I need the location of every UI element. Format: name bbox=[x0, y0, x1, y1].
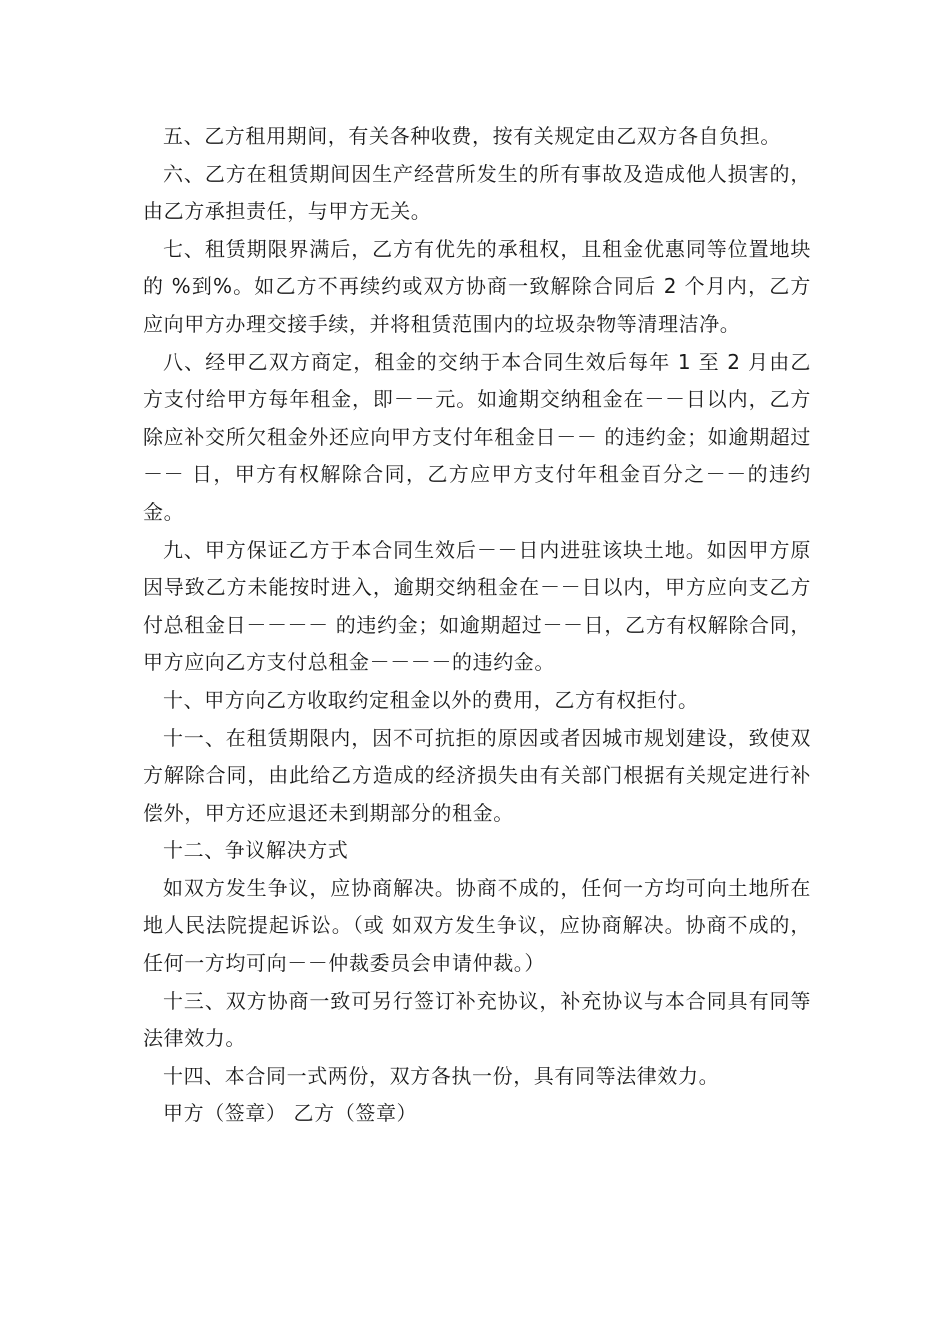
clause-10: 十、甲方向乙方收取约定租金以外的费用，乙方有权拒付。 bbox=[163, 687, 699, 712]
clause-11: 十一、在租赁期限内，因不可抗拒的原因或者因城市规划建设，致使双方解除合同，由此给乙方造成的经济损失由有关部门根据有关规定进行补偿外，甲方还应退还未到期部分的租金。 bbox=[143, 725, 811, 825]
contract-body bbox=[143, 118, 811, 1133]
clause-13: 十三、双方协商一致可另行签订补充协议，补充协议与本合同具有同等法律效力。 bbox=[143, 988, 811, 1051]
signature-line: 甲方（签章） 乙方（签章） bbox=[163, 1101, 418, 1126]
clause-14: 十四、本合同一式两份，双方各执一份，具有同等法律效力。 bbox=[163, 1063, 720, 1088]
clause-7: 七、租赁期限界满后，乙方有优先的承租权，且租金优惠同等位置地块的 %到%。如乙方不再续约或双方协商一致解除合同后 2 个月内，乙方应向甲方办理交接手续，并将租赁范围内的垃圾杂物等清理洁净。 bbox=[143, 236, 811, 336]
clause-9: 九、甲方保证乙方于本合同生效后－－日内进驻该块土地。如因甲方原因导致乙方未能按时进入，逾期交纳租金在－－日以内，甲方应向支乙方付总租金日－－－－ 的违约金；如逾期超过－－日，乙方有权解除合同，甲方应向乙方支付总租金－－－－的违约金。 bbox=[143, 537, 811, 675]
clause-12-body: 如双方发生争议，应协商解决。协商不成的，任何一方均可向土地所在地人民法院提起诉讼。（或 如双方发生争议，应协商解决。协商不成的，任何一方均可向－－仲裁委员会申请仲裁。） bbox=[143, 875, 811, 976]
clause-5: 五、乙方租用期间，有关各种收费，按有关规定由乙双方各自负担。 bbox=[163, 124, 781, 148]
clause-12-heading: 十二、争议解决方式 bbox=[163, 838, 349, 863]
clause-6: 六、乙方在租赁期间因生产经营所发生的所有事故及造成他人损害的，由乙方承担责任，与甲方无关。 bbox=[143, 161, 811, 224]
clause-8: 八、经甲乙双方商定，租金的交纳于本合同生效后每年 1 至 2 月由乙方支付给甲方每年租金，即－－元。如逾期交纳租金在－－日以内，乙方除应补交所欠租金外还应向甲方支付年租金日－－ 的违约金；如逾期超过－－ 日，甲方有权解除合同，乙方应甲方支付年租金百分之－－的违约金。 bbox=[143, 349, 811, 524]
